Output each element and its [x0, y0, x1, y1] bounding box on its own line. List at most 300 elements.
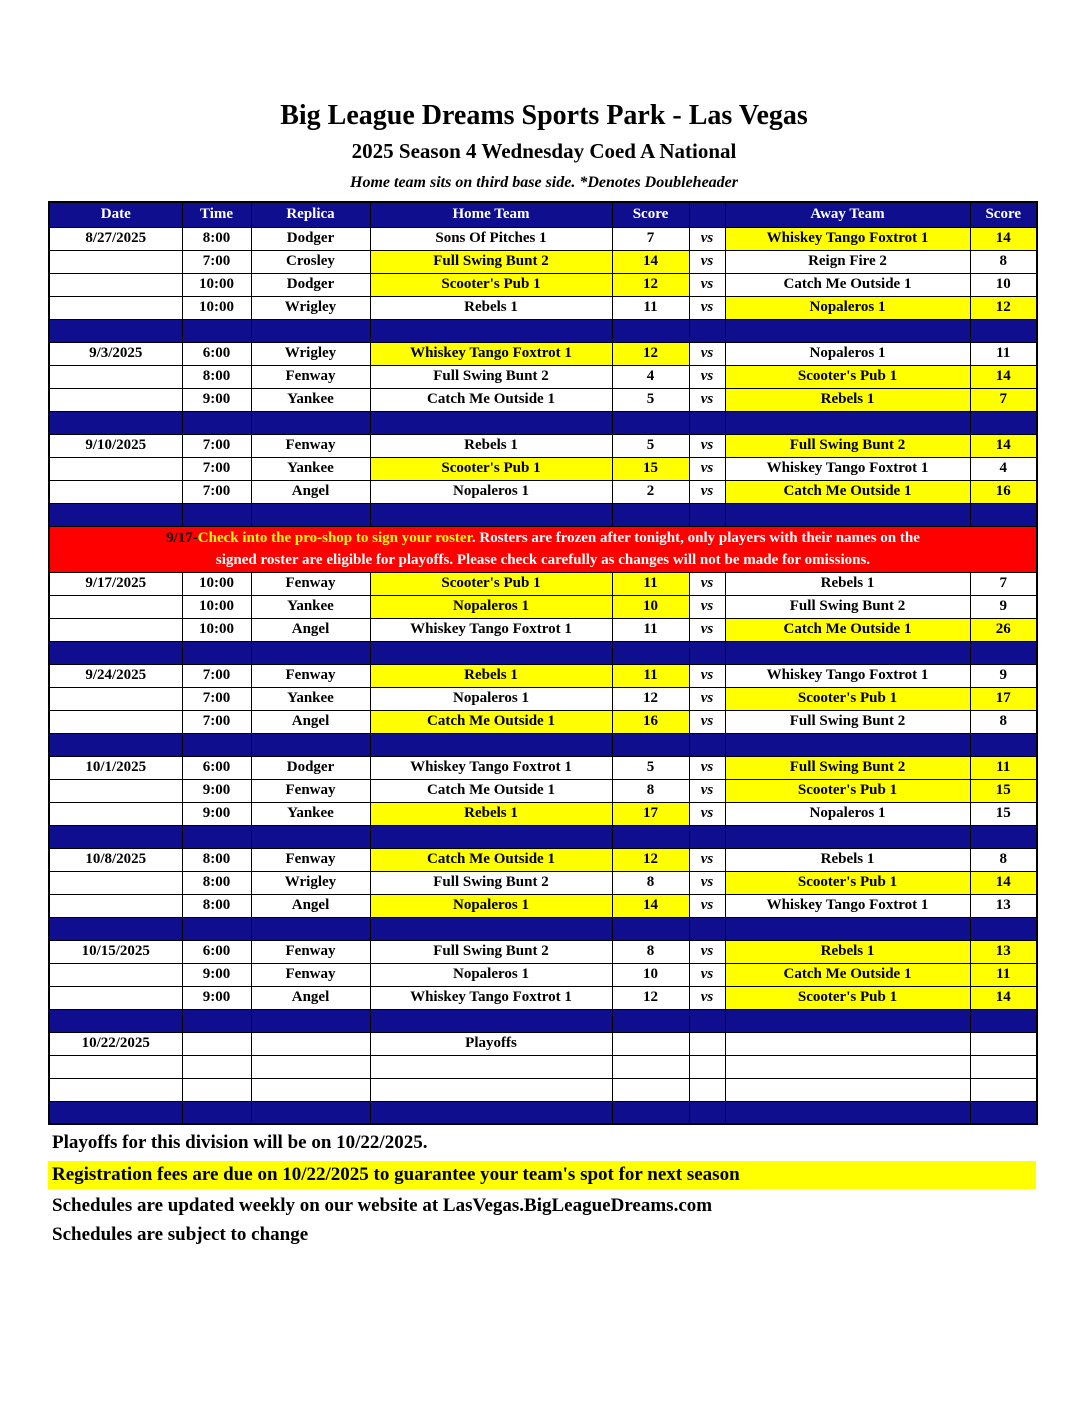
- replica-cell: Angel: [251, 618, 370, 641]
- separator-cell: [251, 1101, 370, 1124]
- away-team-cell: Full Swing Bunt 2: [725, 434, 970, 457]
- time-cell: 10:00: [182, 273, 251, 296]
- date-cell: [49, 1078, 182, 1101]
- separator-cell: [689, 825, 725, 848]
- vs-cell: vs: [689, 802, 725, 825]
- vs-cell: vs: [689, 457, 725, 480]
- separator-row: [49, 1101, 1037, 1124]
- vs-cell: vs: [689, 756, 725, 779]
- separator-cell: [182, 503, 251, 526]
- separator-cell: [251, 641, 370, 664]
- home-team-cell: Sons Of Pitches 1: [370, 227, 612, 250]
- replica-cell: Angel: [251, 710, 370, 733]
- home-team-cell: Full Swing Bunt 2: [370, 250, 612, 273]
- date-cell: [49, 1055, 182, 1078]
- vs-cell: vs: [689, 687, 725, 710]
- vs-cell: vs: [689, 963, 725, 986]
- away-team-cell: Whiskey Tango Foxtrot 1: [725, 457, 970, 480]
- separator-cell: [182, 319, 251, 342]
- replica-cell: Fenway: [251, 365, 370, 388]
- away-team-cell: Rebels 1: [725, 940, 970, 963]
- away-score-cell: 12: [970, 296, 1037, 319]
- game-row: [49, 365, 1037, 388]
- separator-cell: [182, 641, 251, 664]
- away-team-cell: Whiskey Tango Foxtrot 1: [725, 894, 970, 917]
- separator-cell: [251, 733, 370, 756]
- home-team-cell: Whiskey Tango Foxtrot 1: [370, 986, 612, 1009]
- separator-cell: [49, 503, 182, 526]
- away-team-cell: Catch Me Outside 1: [725, 618, 970, 641]
- away-team-cell: Full Swing Bunt 2: [725, 756, 970, 779]
- separator-cell: [970, 917, 1037, 940]
- game-row: [49, 779, 1037, 802]
- page-title: Big League Dreams Sports Park - Las Vegas: [280, 100, 808, 131]
- time-cell: 10:00: [182, 296, 251, 319]
- replica-cell: Yankee: [251, 687, 370, 710]
- date-cell: [49, 296, 182, 319]
- separator-cell: [612, 319, 689, 342]
- home-score-cell: 11: [612, 664, 689, 687]
- separator-cell: [612, 1101, 689, 1124]
- separator-cell: [370, 503, 612, 526]
- game-row: [49, 687, 1037, 710]
- column-header-Score: Score: [970, 202, 1037, 227]
- home-team-cell: Rebels 1: [370, 296, 612, 319]
- date-cell: 10/15/2025: [49, 940, 182, 963]
- date-cell: 10/22/2025: [49, 1032, 182, 1055]
- column-header-Away Team: Away Team: [725, 202, 970, 227]
- time-cell: 8:00: [182, 848, 251, 871]
- away-team-cell: Scooter's Pub 1: [725, 779, 970, 802]
- game-row: [49, 250, 1037, 273]
- separator-cell: [612, 917, 689, 940]
- vs-cell: vs: [689, 342, 725, 365]
- game-row: [49, 273, 1037, 296]
- separator-cell: [370, 319, 612, 342]
- column-header-Replica: Replica: [251, 202, 370, 227]
- separator-cell: [49, 917, 182, 940]
- time-cell: 9:00: [182, 802, 251, 825]
- home-team-cell: Scooter's Pub 1: [370, 273, 612, 296]
- replica-cell: Dodger: [251, 273, 370, 296]
- game-row: [49, 457, 1037, 480]
- home-score-cell: 8: [612, 940, 689, 963]
- replica-cell: Wrigley: [251, 296, 370, 319]
- replica-cell: Fenway: [251, 779, 370, 802]
- away-team-cell: Full Swing Bunt 2: [725, 595, 970, 618]
- home-score-cell: 8: [612, 871, 689, 894]
- vs-cell: vs: [689, 296, 725, 319]
- away-team-cell: Nopaleros 1: [725, 802, 970, 825]
- notice-highlight-text: Check into the pro-shop to sign your roster: [197, 529, 472, 546]
- separator-cell: [612, 411, 689, 434]
- vs-cell: [689, 1055, 725, 1078]
- vs-cell: vs: [689, 848, 725, 871]
- replica-cell: Yankee: [251, 802, 370, 825]
- date-cell: [49, 710, 182, 733]
- away-team-cell: Scooter's Pub 1: [725, 687, 970, 710]
- date-cell: 8/27/2025: [49, 227, 182, 250]
- separator-cell: [251, 319, 370, 342]
- home-score-cell: [612, 1055, 689, 1078]
- date-cell: [49, 595, 182, 618]
- replica-cell: Yankee: [251, 595, 370, 618]
- footer-playoffs-line: Playoffs for this division will be on 10/22/2025.: [52, 1132, 428, 1154]
- home-score-cell: 12: [612, 273, 689, 296]
- home-score-cell: 2: [612, 480, 689, 503]
- away-score-cell: 14: [970, 227, 1037, 250]
- home-score-cell: 15: [612, 457, 689, 480]
- separator-cell: [970, 641, 1037, 664]
- vs-cell: vs: [689, 664, 725, 687]
- replica-cell: Wrigley: [251, 342, 370, 365]
- time-cell: 8:00: [182, 871, 251, 894]
- time-cell: 10:00: [182, 618, 251, 641]
- separator-cell: [612, 825, 689, 848]
- time-cell: 7:00: [182, 687, 251, 710]
- replica-cell: Yankee: [251, 457, 370, 480]
- separator-cell: [689, 411, 725, 434]
- time-cell: 8:00: [182, 227, 251, 250]
- date-cell: [49, 986, 182, 1009]
- away-team-cell: Catch Me Outside 1: [725, 273, 970, 296]
- home-team-cell: Nopaleros 1: [370, 894, 612, 917]
- separator-cell: [370, 917, 612, 940]
- away-team-cell: Rebels 1: [725, 388, 970, 411]
- time-cell: 7:00: [182, 434, 251, 457]
- separator-cell: [251, 1009, 370, 1032]
- replica-cell: [251, 1078, 370, 1101]
- home-team-cell: Catch Me Outside 1: [370, 779, 612, 802]
- vs-cell: vs: [689, 388, 725, 411]
- table-body: [49, 227, 1037, 1124]
- home-score-cell: 11: [612, 572, 689, 595]
- away-team-cell: Scooter's Pub 1: [725, 871, 970, 894]
- separator-row: [49, 825, 1037, 848]
- away-team-cell: Scooter's Pub 1: [725, 365, 970, 388]
- separator-cell: [725, 319, 970, 342]
- away-score-cell: 14: [970, 986, 1037, 1009]
- away-score-cell: 11: [970, 963, 1037, 986]
- separator-cell: [689, 733, 725, 756]
- home-team-cell: Full Swing Bunt 2: [370, 871, 612, 894]
- home-team-cell: Full Swing Bunt 2: [370, 365, 612, 388]
- home-score-cell: 8: [612, 779, 689, 802]
- vs-cell: vs: [689, 365, 725, 388]
- vs-cell: vs: [689, 779, 725, 802]
- separator-cell: [182, 1009, 251, 1032]
- home-team-cell: Full Swing Bunt 2: [370, 940, 612, 963]
- home-team-cell: Whiskey Tango Foxtrot 1: [370, 756, 612, 779]
- away-score-cell: [970, 1032, 1037, 1055]
- vs-cell: vs: [689, 595, 725, 618]
- separator-cell: [49, 733, 182, 756]
- away-score-cell: 14: [970, 871, 1037, 894]
- home-team-cell: Catch Me Outside 1: [370, 710, 612, 733]
- time-cell: 10:00: [182, 595, 251, 618]
- separator-cell: [689, 503, 725, 526]
- time-cell: 6:00: [182, 342, 251, 365]
- replica-cell: Fenway: [251, 572, 370, 595]
- time-cell: [182, 1032, 251, 1055]
- game-row: [49, 664, 1037, 687]
- replica-cell: Angel: [251, 894, 370, 917]
- vs-cell: vs: [689, 572, 725, 595]
- home-team-cell: Catch Me Outside 1: [370, 848, 612, 871]
- time-cell: 8:00: [182, 894, 251, 917]
- separator-cell: [612, 1009, 689, 1032]
- time-cell: 6:00: [182, 940, 251, 963]
- home-team-cell: [370, 1078, 612, 1101]
- separator-cell: [725, 503, 970, 526]
- home-team-cell: Rebels 1: [370, 664, 612, 687]
- away-score-cell: 13: [970, 894, 1037, 917]
- away-team-cell: Whiskey Tango Foxtrot 1: [725, 227, 970, 250]
- replica-cell: Crosley: [251, 250, 370, 273]
- separator-row: [49, 411, 1037, 434]
- time-cell: 7:00: [182, 480, 251, 503]
- separator-cell: [725, 825, 970, 848]
- separator-cell: [182, 733, 251, 756]
- away-team-cell: Nopaleros 1: [725, 342, 970, 365]
- time-cell: 7:00: [182, 664, 251, 687]
- date-cell: [49, 365, 182, 388]
- home-score-cell: 12: [612, 342, 689, 365]
- time-cell: 9:00: [182, 388, 251, 411]
- separator-row: [49, 641, 1037, 664]
- game-row: [49, 227, 1037, 250]
- game-row: [49, 388, 1037, 411]
- home-score-cell: [612, 1078, 689, 1101]
- game-row: [49, 710, 1037, 733]
- separator-cell: [970, 1009, 1037, 1032]
- time-cell: 7:00: [182, 250, 251, 273]
- time-cell: 7:00: [182, 710, 251, 733]
- vs-cell: vs: [689, 940, 725, 963]
- away-team-cell: [725, 1055, 970, 1078]
- home-team-cell: Rebels 1: [370, 802, 612, 825]
- game-row: [49, 848, 1037, 871]
- away-score-cell: 15: [970, 802, 1037, 825]
- separator-cell: [970, 1101, 1037, 1124]
- date-cell: 9/3/2025: [49, 342, 182, 365]
- game-row: [49, 871, 1037, 894]
- home-score-cell: 5: [612, 756, 689, 779]
- date-cell: 9/17/2025: [49, 572, 182, 595]
- vs-cell: vs: [689, 710, 725, 733]
- away-team-cell: Reign Fire 2: [725, 250, 970, 273]
- away-score-cell: 13: [970, 940, 1037, 963]
- separator-cell: [970, 825, 1037, 848]
- date-cell: [49, 963, 182, 986]
- vs-cell: vs: [689, 894, 725, 917]
- separator-row: [49, 1009, 1037, 1032]
- home-team-cell: Nopaleros 1: [370, 595, 612, 618]
- date-cell: [49, 779, 182, 802]
- vs-cell: vs: [689, 480, 725, 503]
- column-header-Home Team: Home Team: [370, 202, 612, 227]
- home-team-cell: Scooter's Pub 1: [370, 457, 612, 480]
- home-score-cell: 10: [612, 963, 689, 986]
- game-row: [49, 618, 1037, 641]
- separator-cell: [49, 319, 182, 342]
- away-team-cell: Rebels 1: [725, 572, 970, 595]
- replica-cell: Fenway: [251, 848, 370, 871]
- separator-cell: [725, 411, 970, 434]
- separator-cell: [689, 1009, 725, 1032]
- home-team-cell: Rebels 1: [370, 434, 612, 457]
- away-team-cell: Rebels 1: [725, 848, 970, 871]
- away-score-cell: 9: [970, 595, 1037, 618]
- separator-row: [49, 917, 1037, 940]
- separator-cell: [370, 1009, 612, 1032]
- game-row: [49, 802, 1037, 825]
- away-score-cell: 11: [970, 756, 1037, 779]
- notice-row: [49, 526, 1037, 572]
- date-cell: 10/1/2025: [49, 756, 182, 779]
- replica-cell: Fenway: [251, 664, 370, 687]
- time-cell: 9:00: [182, 986, 251, 1009]
- separator-cell: [370, 641, 612, 664]
- away-team-cell: Catch Me Outside 1: [725, 963, 970, 986]
- vs-cell: vs: [689, 986, 725, 1009]
- home-team-cell: Whiskey Tango Foxtrot 1: [370, 618, 612, 641]
- date-cell: [49, 894, 182, 917]
- home-team-cell: Playoffs: [370, 1032, 612, 1055]
- away-score-cell: 11: [970, 342, 1037, 365]
- away-team-cell: Nopaleros 1: [725, 296, 970, 319]
- replica-cell: Wrigley: [251, 871, 370, 894]
- home-score-cell: 10: [612, 595, 689, 618]
- footer-registration-line: Registration fees are due on 10/22/2025 to guarantee your team's spot for next season: [48, 1161, 1036, 1189]
- replica-cell: [251, 1032, 370, 1055]
- separator-cell: [612, 733, 689, 756]
- home-team-cell: Nopaleros 1: [370, 687, 612, 710]
- away-score-cell: 17: [970, 687, 1037, 710]
- home-score-cell: 4: [612, 365, 689, 388]
- time-cell: [182, 1055, 251, 1078]
- home-score-cell: 12: [612, 848, 689, 871]
- away-team-cell: [725, 1078, 970, 1101]
- home-team-cell: Nopaleros 1: [370, 480, 612, 503]
- separator-cell: [725, 641, 970, 664]
- time-cell: 8:00: [182, 365, 251, 388]
- game-row: [49, 986, 1037, 1009]
- date-cell: [49, 618, 182, 641]
- header-row: [49, 202, 1037, 227]
- time-cell: [182, 1078, 251, 1101]
- game-row: [49, 434, 1037, 457]
- game-row: [49, 572, 1037, 595]
- game-row: [49, 480, 1037, 503]
- separator-cell: [689, 641, 725, 664]
- away-team-cell: Catch Me Outside 1: [725, 480, 970, 503]
- away-team-cell: Whiskey Tango Foxtrot 1: [725, 664, 970, 687]
- away-team-cell: Scooter's Pub 1: [725, 986, 970, 1009]
- time-cell: 6:00: [182, 756, 251, 779]
- separator-cell: [182, 917, 251, 940]
- home-score-cell: 14: [612, 250, 689, 273]
- vs-cell: vs: [689, 273, 725, 296]
- vs-cell: vs: [689, 618, 725, 641]
- vs-cell: [689, 1078, 725, 1101]
- game-row: [49, 963, 1037, 986]
- away-score-cell: 9: [970, 664, 1037, 687]
- separator-cell: [251, 825, 370, 848]
- separator-cell: [370, 733, 612, 756]
- away-score-cell: 4: [970, 457, 1037, 480]
- away-score-cell: 15: [970, 779, 1037, 802]
- away-team-cell: [725, 1032, 970, 1055]
- vs-cell: vs: [689, 871, 725, 894]
- replica-cell: Angel: [251, 480, 370, 503]
- separator-cell: [49, 411, 182, 434]
- separator-cell: [970, 733, 1037, 756]
- page-subtitle: 2025 Season 4 Wednesday Coed A National: [351, 139, 737, 164]
- column-header-vs: [689, 202, 725, 227]
- game-row: [49, 296, 1037, 319]
- replica-cell: Yankee: [251, 388, 370, 411]
- time-cell: 10:00: [182, 572, 251, 595]
- page-note: Home team sits on third base side. *Denotes Doubleheader: [350, 174, 738, 192]
- separator-cell: [251, 503, 370, 526]
- date-cell: 10/8/2025: [49, 848, 182, 871]
- away-score-cell: [970, 1055, 1037, 1078]
- footer-change-line: Schedules are subject to change: [52, 1224, 309, 1246]
- separator-cell: [970, 319, 1037, 342]
- separator-cell: [725, 1009, 970, 1032]
- separator-cell: [970, 411, 1037, 434]
- home-score-cell: 11: [612, 296, 689, 319]
- home-score-cell: 17: [612, 802, 689, 825]
- footer-website-line: Schedules are updated weekly on our website at LasVegas.BigLeagueDreams.com: [52, 1195, 713, 1217]
- separator-cell: [689, 1101, 725, 1124]
- date-cell: 9/24/2025: [49, 664, 182, 687]
- away-score-cell: 10: [970, 273, 1037, 296]
- away-score-cell: 7: [970, 572, 1037, 595]
- home-team-cell: Catch Me Outside 1: [370, 388, 612, 411]
- column-header-Date: Date: [49, 202, 182, 227]
- date-cell: 9/10/2025: [49, 434, 182, 457]
- replica-cell: Fenway: [251, 940, 370, 963]
- notice-line1-rest: . Rosters are frozen after tonight, only players with their names on the: [471, 529, 920, 546]
- home-score-cell: 7: [612, 227, 689, 250]
- separator-cell: [612, 641, 689, 664]
- home-score-cell: 12: [612, 687, 689, 710]
- separator-cell: [725, 733, 970, 756]
- column-header-Time: Time: [182, 202, 251, 227]
- separator-row: [49, 503, 1037, 526]
- home-team-cell: Nopaleros 1: [370, 963, 612, 986]
- home-score-cell: 14: [612, 894, 689, 917]
- separator-row: [49, 733, 1037, 756]
- home-team-cell: Scooter's Pub 1: [370, 572, 612, 595]
- replica-cell: Angel: [251, 986, 370, 1009]
- separator-cell: [49, 825, 182, 848]
- game-row: [49, 342, 1037, 365]
- away-score-cell: 8: [970, 710, 1037, 733]
- date-cell: [49, 687, 182, 710]
- replica-cell: Fenway: [251, 434, 370, 457]
- column-header-Score: Score: [612, 202, 689, 227]
- separator-cell: [370, 411, 612, 434]
- date-cell: [49, 250, 182, 273]
- empty-row: [49, 1055, 1037, 1078]
- game-row: [49, 756, 1037, 779]
- time-cell: 9:00: [182, 963, 251, 986]
- separator-cell: [725, 1101, 970, 1124]
- game-row: [49, 595, 1037, 618]
